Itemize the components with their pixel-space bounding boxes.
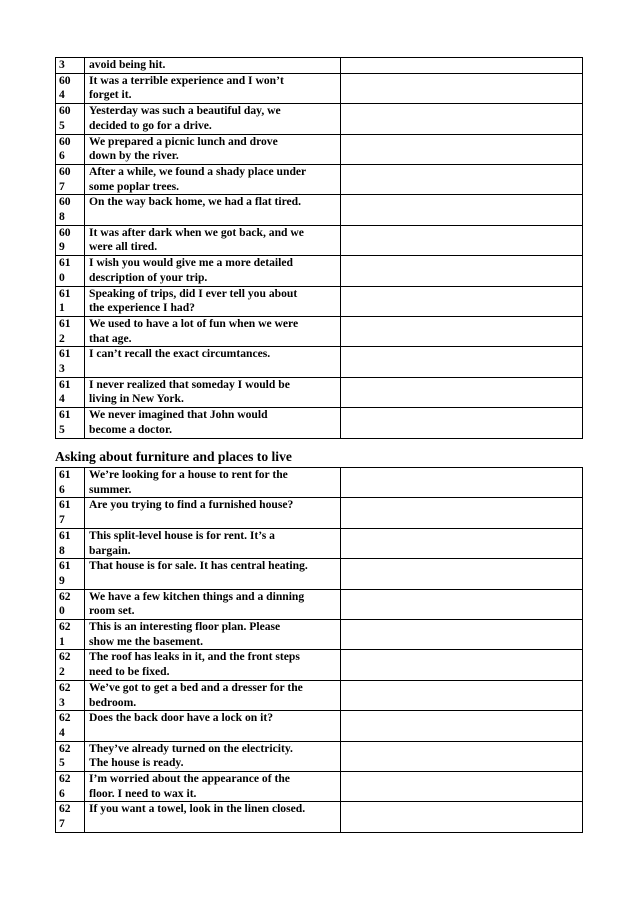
- phrase-text: I never realized that someday I would be living in New York.: [85, 377, 341, 407]
- table-row: [56, 347, 583, 377]
- translation-cell: [341, 58, 583, 74]
- phrase-text: The roof has leaks in it, and the front steps need to be fixed.: [85, 650, 341, 680]
- phrase-text: After a while, we found a shady place under some poplar trees.: [85, 164, 341, 194]
- phrase-table-daily-life: [55, 57, 583, 439]
- table-row: [56, 256, 583, 286]
- translation-cell: [341, 559, 583, 589]
- translation-cell: [341, 347, 583, 377]
- translation-cell: [341, 316, 583, 346]
- translation-cell: [341, 286, 583, 316]
- phrase-table-body: [56, 468, 583, 833]
- section-heading: Asking about furniture and places to live: [55, 449, 292, 464]
- phrase-text: I can’t recall the exact circumtances.: [85, 347, 341, 377]
- phrase-number: 61 8: [56, 528, 85, 558]
- table-row: [56, 73, 583, 103]
- phrase-number: 60 9: [56, 225, 85, 255]
- phrase-text: Does the back door have a lock on it?: [85, 711, 341, 741]
- phrase-text: This is an interesting floor plan. Please show me the basement.: [85, 620, 341, 650]
- table-row: [56, 559, 583, 589]
- translation-cell: [341, 620, 583, 650]
- phrase-text: This split-level house is for rent. It’s a bargain.: [85, 528, 341, 558]
- phrase-text: If you want a towel, look in the linen closed.: [85, 802, 341, 832]
- table-row: [56, 589, 583, 619]
- translation-cell: [341, 802, 583, 832]
- translation-cell: [341, 498, 583, 528]
- phrase-number: 61 6: [56, 468, 85, 498]
- phrase-number: 60 8: [56, 195, 85, 225]
- phrase-number: 62 7: [56, 802, 85, 832]
- phrase-table-furniture: [55, 467, 583, 833]
- phrase-text: We prepared a picnic lunch and drove down by the river.: [85, 134, 341, 164]
- table-row: [56, 620, 583, 650]
- phrase-number: 61 7: [56, 498, 85, 528]
- phrase-number: 61 3: [56, 347, 85, 377]
- table-row: [56, 104, 583, 134]
- phrase-number: 3: [56, 58, 85, 74]
- translation-cell: [341, 377, 583, 407]
- phrase-text: It was a terrible experience and I won’t forget it.: [85, 73, 341, 103]
- phrase-number: 62 1: [56, 620, 85, 650]
- table-row: [56, 58, 583, 74]
- phrase-text: They’ve already turned on the electricity. The house is ready.: [85, 741, 341, 771]
- table-row: [56, 498, 583, 528]
- table-row: [56, 711, 583, 741]
- table-row: [56, 225, 583, 255]
- phrase-number: 62 4: [56, 711, 85, 741]
- table-row: [56, 468, 583, 498]
- phrase-number: 60 5: [56, 104, 85, 134]
- translation-cell: [341, 711, 583, 741]
- phrase-text: On the way back home, we had a flat tired.: [85, 195, 341, 225]
- table-row: [56, 680, 583, 710]
- phrase-number: 62 6: [56, 772, 85, 802]
- table-row: [56, 286, 583, 316]
- phrase-number: 60 7: [56, 164, 85, 194]
- table-row: [56, 802, 583, 832]
- table-row: [56, 408, 583, 438]
- translation-cell: [341, 408, 583, 438]
- table-row: [56, 316, 583, 346]
- table-row: [56, 195, 583, 225]
- translation-cell: [341, 134, 583, 164]
- table-row: [56, 164, 583, 194]
- phrase-number: 62 0: [56, 589, 85, 619]
- phrase-text: We never imagined that John would become a doctor.: [85, 408, 341, 438]
- phrase-number: 60 4: [56, 73, 85, 103]
- translation-cell: [341, 468, 583, 498]
- table-row: [56, 650, 583, 680]
- phrase-table-body: [56, 58, 583, 439]
- table-row: [56, 134, 583, 164]
- phrase-text: We used to have a lot of fun when we were that age.: [85, 316, 341, 346]
- phrase-number: 60 6: [56, 134, 85, 164]
- translation-cell: [341, 225, 583, 255]
- phrase-number: 61 5: [56, 408, 85, 438]
- phrase-text: It was after dark when we got back, and we were all tired.: [85, 225, 341, 255]
- translation-cell: [341, 73, 583, 103]
- translation-cell: [341, 589, 583, 619]
- phrase-text: That house is for sale. It has central heating.: [85, 559, 341, 589]
- phrase-number: 61 0: [56, 256, 85, 286]
- translation-cell: [341, 680, 583, 710]
- phrase-text: We have a few kitchen things and a dinning room set.: [85, 589, 341, 619]
- phrase-text: Speaking of trips, did I ever tell you about the experience I had?: [85, 286, 341, 316]
- phrase-number: 62 3: [56, 680, 85, 710]
- table-row: [56, 528, 583, 558]
- table-row: [56, 377, 583, 407]
- translation-cell: [341, 650, 583, 680]
- translation-cell: [341, 528, 583, 558]
- phrase-text: avoid being hit.: [85, 58, 341, 74]
- translation-cell: [341, 164, 583, 194]
- phrase-text: We’ve got to get a bed and a dresser for the bedroom.: [85, 680, 341, 710]
- translation-cell: [341, 256, 583, 286]
- table-row: [56, 741, 583, 771]
- table-row: [56, 772, 583, 802]
- phrase-text: Are you trying to find a furnished house?: [85, 498, 341, 528]
- phrase-text: Yesterday was such a beautiful day, we decided to go for a drive.: [85, 104, 341, 134]
- phrase-number: 61 1: [56, 286, 85, 316]
- phrase-number: 62 5: [56, 741, 85, 771]
- phrase-text: I’m worried about the appearance of the floor. I need to wax it.: [85, 772, 341, 802]
- phrase-text: I wish you would give me a more detailed description of your trip.: [85, 256, 341, 286]
- phrase-number: 61 9: [56, 559, 85, 589]
- translation-cell: [341, 104, 583, 134]
- phrase-number: 62 2: [56, 650, 85, 680]
- translation-cell: [341, 195, 583, 225]
- translation-cell: [341, 741, 583, 771]
- phrase-number: 61 2: [56, 316, 85, 346]
- translation-cell: [341, 772, 583, 802]
- phrase-text: We’re looking for a house to rent for the summer.: [85, 468, 341, 498]
- phrase-number: 61 4: [56, 377, 85, 407]
